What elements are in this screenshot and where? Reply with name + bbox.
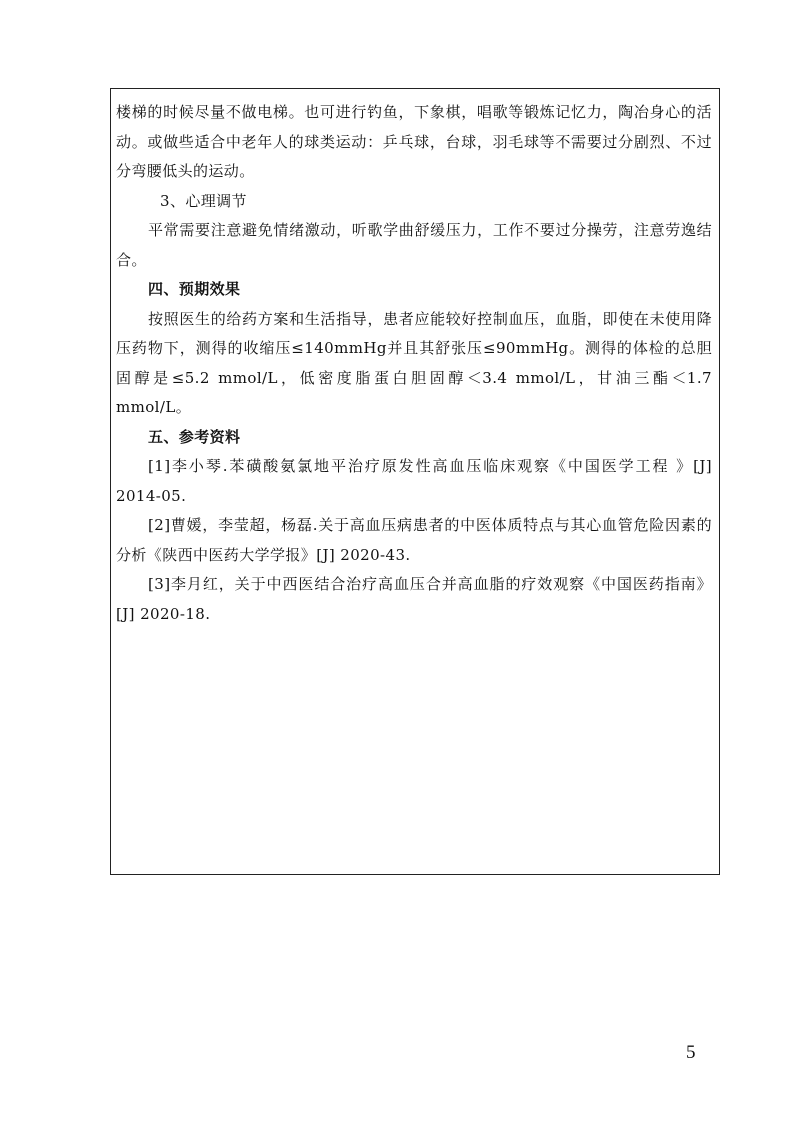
paragraph-exercise-continued: 楼梯的时候尽量不做电梯。也可进行钓鱼，下象棋，唱歌等锻炼记忆力，陶冶身心的活动。或做些适合中老年人的球类运动：乒乓球，台球，羽毛球等不需要过分剧烈、不过分弯腰低头的运动。 [116, 103, 712, 180]
document-body [116, 98, 712, 629]
page-number: 5 [686, 1042, 696, 1063]
paragraph-psychological-adjustment: 平常需要注意避免情绪激动，听歌学曲舒缓压力，工作不要过分操劳，注意劳逸结合。 [116, 221, 712, 269]
reference-item-2: [2]曹媛，李莹超，杨磊.关于高血压病患者的中医体质特点与其心血管危险因素的分析《陕西中医药大学学报》[J] 2020-43. [116, 516, 712, 564]
section-heading-expected-effect: 四、预期效果 [148, 280, 241, 298]
reference-item-1: [1]李小琴.苯磺酸氨氯地平治疗原发性高血压临床观察《中国医学工程 》[J] 2014-05. [116, 457, 712, 505]
section-heading-references: 五、参考资料 [148, 427, 241, 446]
subheading-psychological-adjustment: 3、心理调节 [160, 191, 247, 210]
reference-item-3: [3]李月红，关于中西医结合治疗高血压合并高血脂的疗效观察《中国医药指南》[J] 2020-18. [116, 575, 712, 623]
paragraph-expected-effect: 按照医生的给药方案和生活指导，患者应能较好控制血压，血脂，即使在未使用降压药物下，测得的收缩压≤140mmHg并且其舒张压≤90mmHg。测得的体检的总胆固醇是≤5.2 mmol/L，低密度脂蛋白胆固醇＜3.4 mmol/L，甘油三酯＜1.7 mmol/L。 [116, 309, 712, 416]
